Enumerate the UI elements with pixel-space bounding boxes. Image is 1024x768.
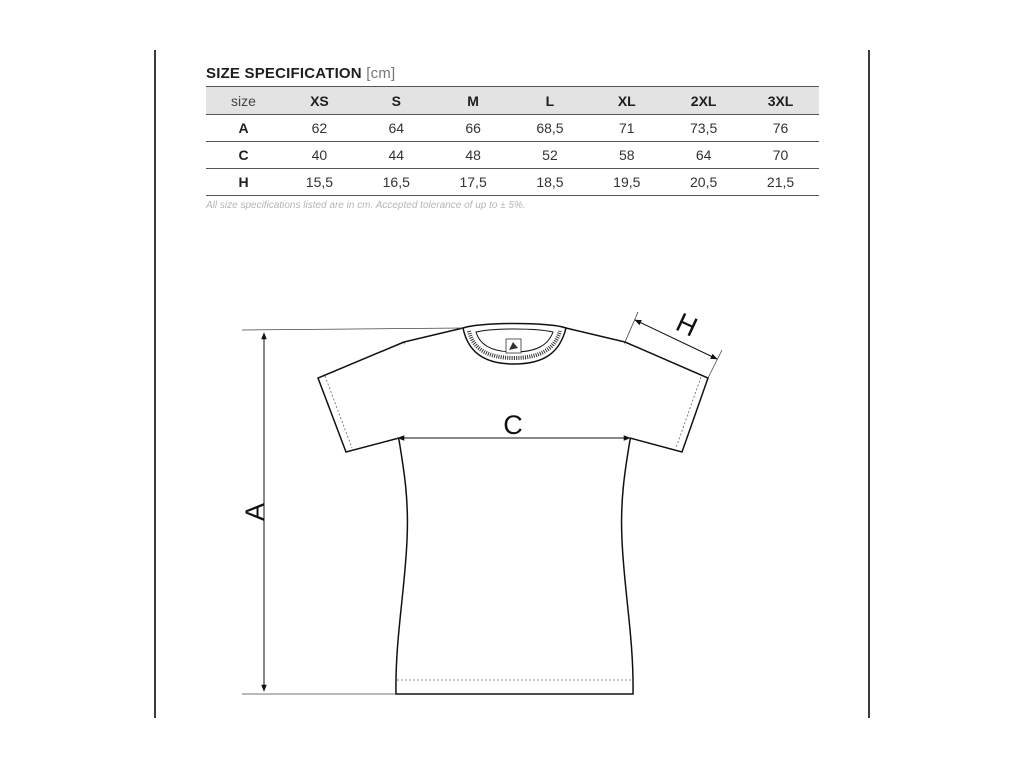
tolerance-note: All size specifications listed are in cm. Accepted tolerance of up to ± 5%. xyxy=(206,200,526,211)
dimension-h-ext-top xyxy=(625,312,638,342)
size-spec-unit: [cm] xyxy=(366,65,396,82)
dimension-c-label: C xyxy=(503,410,523,440)
table-cell: 66 xyxy=(435,115,512,142)
table-cell: 62 xyxy=(281,115,358,142)
size-col-2xl: 2XL xyxy=(665,87,742,115)
table-cell: 52 xyxy=(512,142,589,169)
table-cell: 17,5 xyxy=(435,169,512,196)
table-cell: 21,5 xyxy=(742,169,819,196)
size-col-s: S xyxy=(358,87,435,115)
size-spec-title-text: SIZE SPECIFICATION xyxy=(206,65,362,82)
size-col-xs: XS xyxy=(281,87,358,115)
size-col-m: M xyxy=(435,87,512,115)
table-cell: 48 xyxy=(435,142,512,169)
table-cell: 64 xyxy=(665,142,742,169)
table-cell: 58 xyxy=(588,142,665,169)
left-sleeve xyxy=(318,342,404,452)
table-cell: 18,5 xyxy=(512,169,589,196)
dimension-a-ext-top xyxy=(242,328,463,330)
table-cell: 70 xyxy=(742,142,819,169)
table-cell: 71 xyxy=(588,115,665,142)
table-cell: 76 xyxy=(742,115,819,142)
row-label: H xyxy=(206,169,281,196)
table-cell: 44 xyxy=(358,142,435,169)
dimension-h-label: H xyxy=(671,307,702,343)
table-cell: 68,5 xyxy=(512,115,589,142)
neck-label-icon xyxy=(506,339,521,353)
dimension-h-ext-bottom xyxy=(708,350,722,378)
size-col-3xl: 3XL xyxy=(742,87,819,115)
table-cell: 20,5 xyxy=(665,169,742,196)
row-label: A xyxy=(206,115,281,142)
tshirt-outline xyxy=(394,328,636,694)
right-sleeve xyxy=(625,342,708,452)
table-cell: 19,5 xyxy=(588,169,665,196)
table-cell: 16,5 xyxy=(358,169,435,196)
size-header-label: size xyxy=(206,87,281,115)
table-cell: 64 xyxy=(358,115,435,142)
size-col-l: L xyxy=(512,87,589,115)
row-label: C xyxy=(206,142,281,169)
dimension-a-label: A xyxy=(240,502,270,522)
table-cell: 73,5 xyxy=(665,115,742,142)
size-col-xl: XL xyxy=(588,87,665,115)
table-cell: 15,5 xyxy=(281,169,358,196)
table-cell: 40 xyxy=(281,142,358,169)
